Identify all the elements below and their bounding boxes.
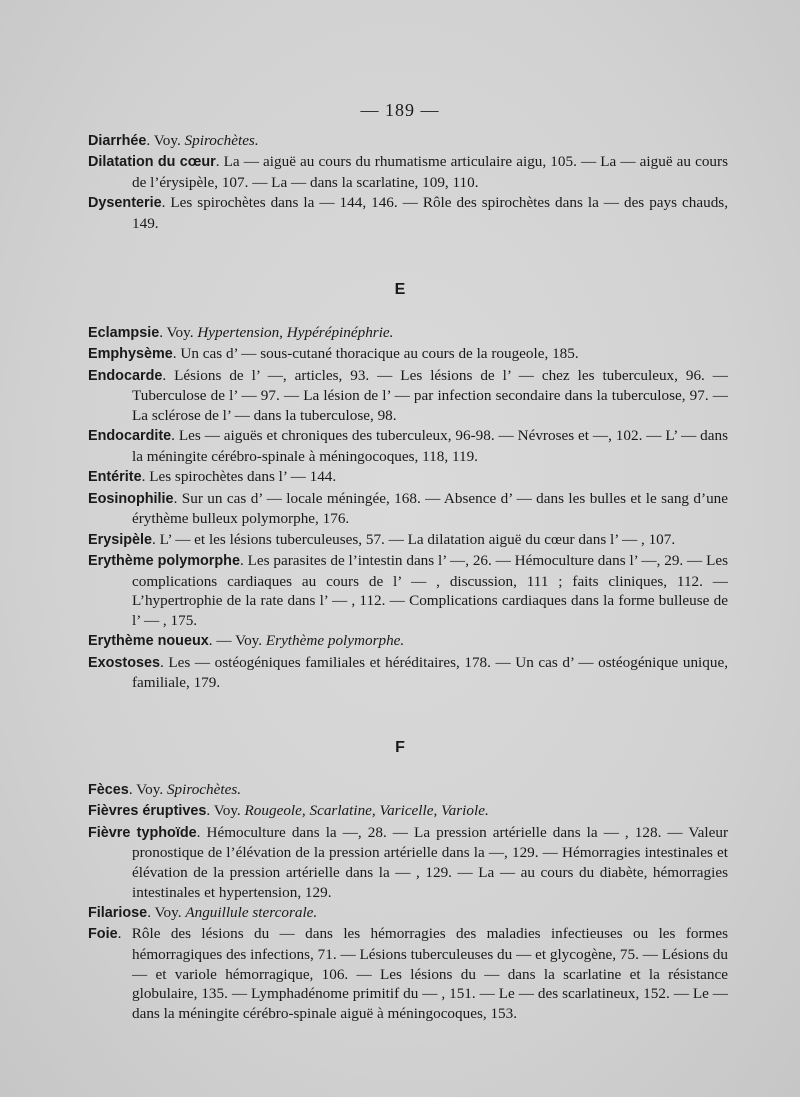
index-entry [88,366,728,426]
entry-text: Voy. [213,802,245,820]
entry-cross-reference: Anguillule stercorale. [185,903,318,921]
entry-cross-reference: Hypertension, Hypérépinéphrie. [197,324,394,341]
index-entry [88,323,728,344]
index-entry [88,631,728,652]
entry-text: L’ — et les lésions tuberculeuses, 57. — La dilatation aiguë du cœur dans l’ — , 107. [159,530,676,548]
index-entry [88,193,728,233]
entry-term: Exostoses [88,654,160,671]
entry-text: Les — aiguës et chroniques des tuberculeux, 96-98. — Névroses et —, 102. — L’ — dans la méningite cérébro-spinale à méningocoques, 118, 119. [132,427,728,465]
entry-term: Fièvres éruptives [88,803,207,820]
entry-term: Fièvre typhoïde [88,824,197,841]
entry-term: Diarrhée [88,133,147,149]
entry-text: Rôle des lésions du — dans les hémorragies des maladies infectieuses ou les formes hémorragiques des infections, 71. — Lésions tuberculeuses du — et glycogène, 75. — Lésions du — et variole hémorragique, 106. — Les lésions du — dans la scarlatine et la résistance globulaire, 135. — Lymphadénome primitif du — , 151. — Le — des scarlatineux, 152. — Le — dans la méningite cérébro-spinale aiguë à méningocoques, 153. [131,925,728,1022]
entry-separator: . [117,925,132,943]
index-entry [88,924,728,1023]
entry-term: Erythème polymorphe [88,553,240,570]
entry-separator: . [160,653,169,671]
entry-term: Entérite [88,469,142,486]
entry-separator: . [173,489,182,507]
entry-text: La — aiguë au cours du rhumatisme articulaire aigu, 105. — La — aiguë au cours de l’érysipèle, 107. — La — dans la scarlatine, 109, 110. [132,153,728,191]
entry-term: Endocardite [88,428,172,445]
entry-separator: . [128,781,137,798]
entry-term: Foie [88,926,118,943]
entry-separator: . [141,468,150,486]
entry-text: Voy. [154,903,186,921]
entry-cross-reference: Spirochètes. [166,781,242,798]
index-entry [88,530,728,551]
entry-cross-reference: Erythème polymorphe. [265,632,405,650]
section-d-entries [88,131,728,234]
entry-text: Les — ostéogéniques familiales et héréditaires, 178. — Un cas d’ — ostéogénique unique, familiale, 179. [132,653,728,692]
entry-separator: . [147,903,155,921]
entry-term: Filariose [88,904,148,921]
entry-term: Eclampsie [88,325,160,341]
index-entry [88,489,728,529]
page-number: — 189 — [360,100,440,120]
entry-term: Fèces [88,782,129,798]
entry-text: Les spirochètes dans l’ — 144. [149,468,337,486]
entry-separator: . [172,345,181,363]
entry-separator: . [239,552,248,570]
entry-text: — Voy. [216,632,266,650]
section-letter-f: F [395,739,405,756]
entry-text: Voy. [166,324,198,341]
section-f-entries [88,780,728,1023]
entry-text: Sur un cas d’ — locale méningée, 168. — Absence d’ — dans les bulles et le sang d’une érythème bulleux polymorphe, 176. [132,489,729,528]
entry-separator: . [162,366,175,384]
index-entry [88,551,728,630]
entry-separator: . [146,132,154,149]
entry-separator: . [159,324,167,341]
entry-separator: . [152,530,160,548]
entry-term: Dilatation du cœur [88,154,216,171]
entry-text: Hémoculture dans la —, 28. — La pression artérielle dans la — , 128. — Valeur pronostique de l’élévation de la pression artérielle dans la —, 129. — Hémorragies intestinales et élévation de la pression artérielle dans la — , 129. — La — au cours du diabète, hémorragies intestinales et hypertension, 129. [132,823,729,901]
entry-text: Voy. [136,781,167,798]
entry-text: Voy. [153,132,185,149]
entry-term: Endocarde [88,367,163,384]
entry-term: Erythème noueux [88,633,209,650]
index-entry [88,467,728,488]
entry-separator: . [196,823,207,841]
entry-separator: . [215,153,224,171]
entry-term: Dysenterie [88,195,162,212]
entry-text: Lésions de l’ —, articles, 93. — Les lésions de l’ — chez les tuberculeux, 96. — Tuberculose de l’ — 97. — La lésion de l’ — par infection secondaire dans la tuberculose, 97. — La sclérose de l’ — dans la tuberculose, 98. [132,366,728,424]
entry-separator: . [171,427,179,445]
index-entry [88,152,728,192]
entry-text: Les parasites de l’intestin dans l’ —, 26. — Hémoculture dans l’ —, 29. — Les complications cardiaques au cours de l’ — , discussion, 111 ; faits cliniques, 112. — L’hypertrophie de la rate dans l’ — , 112. — Complications cardiaques dans la forme bulleuse de l’ — , 175. [132,552,729,629]
entry-term: Emphysème [88,346,173,363]
entry-term: Eosinophilie [88,490,174,507]
section-e-entries [88,323,728,693]
entry-cross-reference: Spirochètes. [184,132,259,149]
entry-text: Les spirochètes dans la — 144, 146. — Rôle des spirochètes dans la — des pays chauds, 149. [132,194,728,232]
entry-text: Un cas d’ — sous-cutané thoracique au cours de la rougeole, 185. [180,345,579,363]
index-entry [88,780,728,801]
section-letter-e: E [394,281,406,298]
index-entry [88,801,728,822]
entry-separator: . [208,632,217,650]
index-entry [88,131,728,152]
index-entry [88,344,728,365]
entry-separator: . [206,802,214,820]
index-entry [88,823,728,902]
entry-cross-reference: Rougeole, Scarlatine, Varicelle, Variole. [244,802,489,820]
entry-term: Erysipèle [88,531,152,548]
entry-separator: . [161,194,171,212]
index-entry [88,903,728,924]
index-entry [88,426,728,466]
index-entry [88,653,728,693]
